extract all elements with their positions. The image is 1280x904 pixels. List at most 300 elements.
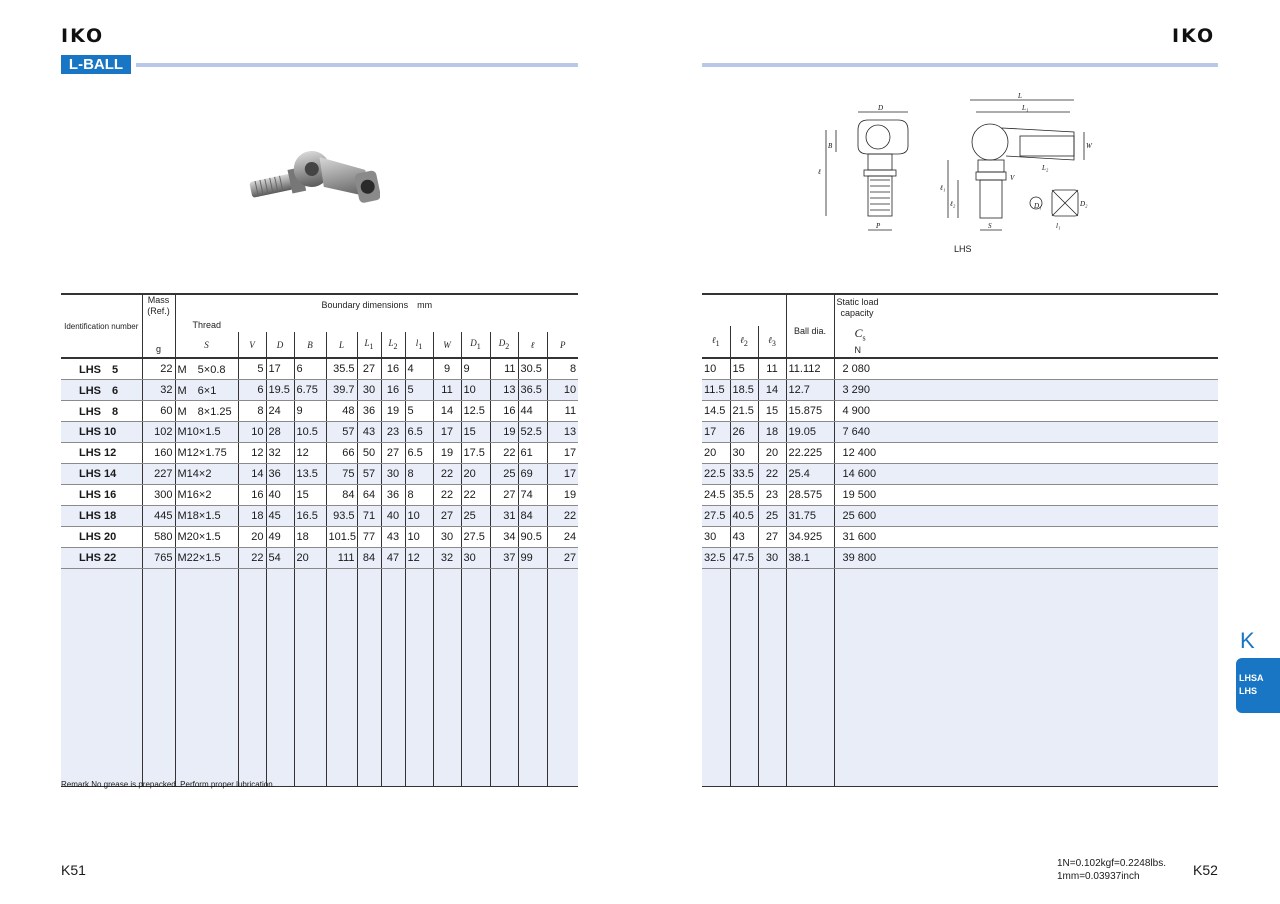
cell-ell1: 14.5 bbox=[702, 401, 730, 422]
table-row bbox=[702, 422, 1218, 443]
cell-v: 16 bbox=[238, 485, 266, 506]
cell-d: 49 bbox=[266, 527, 294, 548]
cell-p: 10 bbox=[547, 380, 578, 401]
cell-thread: M20×1.5 bbox=[175, 527, 238, 548]
cell-thread: M22×1.5 bbox=[175, 548, 238, 569]
cell-cs: 14 600 bbox=[834, 464, 1218, 485]
cell-d2: 13 bbox=[490, 380, 518, 401]
cell-l: 75 bbox=[326, 464, 357, 485]
cell-b: 18 bbox=[294, 527, 326, 548]
cell-l1: 5 bbox=[405, 380, 433, 401]
cell-ell3: 22 bbox=[758, 464, 786, 485]
cell-id: LHS 18 bbox=[61, 506, 142, 527]
cs-base: C bbox=[854, 326, 863, 340]
table-row bbox=[61, 485, 578, 506]
col-l2-base: L bbox=[388, 338, 394, 349]
cell-d: 36 bbox=[266, 464, 294, 485]
cell-cs: 4 900 bbox=[834, 401, 1218, 422]
col-p: P bbox=[547, 332, 578, 358]
cell-ball: 19.05 bbox=[786, 422, 834, 443]
cell-l1: 30 bbox=[357, 380, 381, 401]
cell-p: 8 bbox=[547, 358, 578, 380]
col-ell3-base: ℓ bbox=[768, 335, 772, 346]
cell-ell2: 40.5 bbox=[730, 506, 758, 527]
mass-ref-label: (Ref.) bbox=[147, 306, 170, 316]
cell-v: 22 bbox=[238, 548, 266, 569]
section-letter: K bbox=[1240, 628, 1255, 653]
cell-cs: 19 500 bbox=[834, 485, 1218, 506]
cell-l: 57 bbox=[326, 422, 357, 443]
cell-l1: 57 bbox=[357, 464, 381, 485]
cell-d: 19.5 bbox=[266, 380, 294, 401]
cell-d: 24 bbox=[266, 401, 294, 422]
cell-d: 32 bbox=[266, 443, 294, 464]
cell-v: 6 bbox=[238, 380, 266, 401]
conversion-force: 1N=0.102kgf=0.2248lbs. bbox=[1057, 858, 1166, 869]
cell-w: 22 bbox=[433, 485, 461, 506]
cell-id: LHS 5 bbox=[61, 358, 142, 380]
side-index-tab[interactable] bbox=[1236, 658, 1280, 713]
cell-thread: M12×1.75 bbox=[175, 443, 238, 464]
cell-l2: 23 bbox=[381, 422, 405, 443]
cell-p: 22 bbox=[547, 506, 578, 527]
cell-ball: 12.7 bbox=[786, 380, 834, 401]
cell-l: 111 bbox=[326, 548, 357, 569]
cell-w: 32 bbox=[433, 548, 461, 569]
col-l: L bbox=[326, 332, 357, 358]
cell-d2: 22 bbox=[490, 443, 518, 464]
table-row bbox=[702, 380, 1218, 401]
cell-thread: M 8×1.25 bbox=[175, 401, 238, 422]
cell-b: 16.5 bbox=[294, 506, 326, 527]
col-boundary: Boundary dimensions mm bbox=[175, 294, 578, 318]
cell-ell1: 10 bbox=[702, 358, 730, 380]
col-v: V bbox=[238, 332, 266, 358]
cell-l1: 10 bbox=[405, 527, 433, 548]
cell-d1: 22 bbox=[461, 485, 490, 506]
cell-l1: 4 bbox=[405, 358, 433, 380]
cell-l2: 19 bbox=[381, 401, 405, 422]
svg-text:B: B bbox=[828, 142, 833, 150]
cell-d2: 37 bbox=[490, 548, 518, 569]
svg-text:V: V bbox=[1010, 174, 1015, 182]
cell-cs: 12 400 bbox=[834, 443, 1218, 464]
col-ell2 bbox=[730, 326, 758, 358]
cell-d: 54 bbox=[266, 548, 294, 569]
cell-p: 11 bbox=[547, 401, 578, 422]
cell-l2: 43 bbox=[381, 527, 405, 548]
cell-l1: 6.5 bbox=[405, 422, 433, 443]
col-b: B bbox=[294, 332, 326, 358]
cell-v: 18 bbox=[238, 506, 266, 527]
page-number-right: K52 bbox=[1193, 862, 1218, 878]
cell-ell: 36.5 bbox=[518, 380, 547, 401]
svg-text:ℓ₁: ℓ₁ bbox=[940, 184, 946, 192]
cell-cs: 39 800 bbox=[834, 548, 1218, 569]
cell-ell1: 22.5 bbox=[702, 464, 730, 485]
cell-d1: 25 bbox=[461, 506, 490, 527]
cell-b: 13.5 bbox=[294, 464, 326, 485]
col-ell1-base: ℓ bbox=[711, 335, 716, 346]
col-small-l1-sub: 1 bbox=[418, 341, 423, 351]
cell-l1: 77 bbox=[357, 527, 381, 548]
cell-p: 17 bbox=[547, 443, 578, 464]
svg-text:L₁: L₁ bbox=[1022, 104, 1029, 112]
col-ell: ℓ bbox=[518, 332, 547, 358]
cell-ell1: 20 bbox=[702, 443, 730, 464]
svg-text:S: S bbox=[988, 222, 992, 230]
cell-ell2: 35.5 bbox=[730, 485, 758, 506]
svg-text:ℓ₂: ℓ₂ bbox=[950, 200, 956, 208]
cell-ell: 74 bbox=[518, 485, 547, 506]
col-small-l1-base: l bbox=[415, 338, 419, 349]
cell-l: 48 bbox=[326, 401, 357, 422]
cell-l1: 64 bbox=[357, 485, 381, 506]
mass-label: Mass bbox=[147, 295, 170, 305]
cell-v: 12 bbox=[238, 443, 266, 464]
cell-v: 20 bbox=[238, 527, 266, 548]
col-l2-sub: 2 bbox=[393, 341, 398, 351]
cell-thread: M10×1.5 bbox=[175, 422, 238, 443]
cell-p: 24 bbox=[547, 527, 578, 548]
cell-l2: 40 bbox=[381, 506, 405, 527]
unit-conversion bbox=[1057, 857, 1166, 883]
cell-ell2: 47.5 bbox=[730, 548, 758, 569]
cell-l1: 12 bbox=[405, 548, 433, 569]
cell-w: 17 bbox=[433, 422, 461, 443]
svg-text:l₁: l₁ bbox=[1056, 222, 1061, 230]
cell-v: 10 bbox=[238, 422, 266, 443]
col-d2-base: D bbox=[498, 338, 506, 349]
col-ell1 bbox=[702, 326, 730, 358]
svg-text:L₂: L₂ bbox=[1042, 164, 1049, 172]
svg-text:W: W bbox=[1086, 142, 1092, 150]
cell-mass: 160 bbox=[142, 443, 175, 464]
cell-ell1: 24.5 bbox=[702, 485, 730, 506]
table-row bbox=[61, 464, 578, 485]
cell-mass: 60 bbox=[142, 401, 175, 422]
cell-d: 45 bbox=[266, 506, 294, 527]
cell-mass: 445 bbox=[142, 506, 175, 527]
cell-d: 28 bbox=[266, 422, 294, 443]
cell-ell1: 32.5 bbox=[702, 548, 730, 569]
cell-b: 6 bbox=[294, 358, 326, 380]
col-ell3-sub: 3 bbox=[771, 338, 776, 348]
col-identification: Identification number bbox=[64, 321, 139, 331]
table-row bbox=[61, 527, 578, 548]
col-mass bbox=[142, 294, 175, 318]
table-row bbox=[61, 443, 578, 464]
cell-id: LHS 14 bbox=[61, 464, 142, 485]
cell-cs: 3 290 bbox=[834, 380, 1218, 401]
col-ell2-sub: 2 bbox=[743, 338, 748, 348]
cs-sub: s bbox=[862, 333, 866, 343]
cell-v: 8 bbox=[238, 401, 266, 422]
cell-d2: 16 bbox=[490, 401, 518, 422]
table-row bbox=[702, 464, 1218, 485]
thread-label: Thread bbox=[175, 318, 238, 332]
col-d1-base: D bbox=[470, 338, 477, 349]
table-row bbox=[702, 401, 1218, 422]
col-ell2-base: ℓ bbox=[740, 335, 744, 346]
col-d: D bbox=[266, 332, 294, 358]
table-row bbox=[702, 485, 1218, 506]
cell-ell2: 18.5 bbox=[730, 380, 758, 401]
cell-ball: 15.875 bbox=[786, 401, 834, 422]
cell-d2: 34 bbox=[490, 527, 518, 548]
table-row bbox=[702, 527, 1218, 548]
cell-d2: 19 bbox=[490, 422, 518, 443]
cell-l: 101.5 bbox=[326, 527, 357, 548]
table-row bbox=[61, 380, 578, 401]
cell-ell: 52.5 bbox=[518, 422, 547, 443]
cell-mass: 300 bbox=[142, 485, 175, 506]
table-row bbox=[702, 548, 1218, 569]
cell-l1: 10 bbox=[405, 506, 433, 527]
cell-l2: 16 bbox=[381, 358, 405, 380]
iko-logo-right: IKO bbox=[1172, 25, 1216, 47]
cs-unit: N bbox=[854, 345, 861, 356]
cell-thread: M18×1.5 bbox=[175, 506, 238, 527]
product-photo bbox=[248, 140, 380, 222]
cell-d: 17 bbox=[266, 358, 294, 380]
col-l2 bbox=[381, 332, 405, 358]
cell-l: 84 bbox=[326, 485, 357, 506]
col-d1 bbox=[461, 332, 490, 358]
cell-cs: 25 600 bbox=[834, 506, 1218, 527]
cell-d1: 15 bbox=[461, 422, 490, 443]
svg-text:ℓ: ℓ bbox=[818, 168, 821, 176]
col-ell3 bbox=[758, 326, 786, 358]
header-rule-left bbox=[136, 63, 578, 67]
col-static bbox=[834, 294, 1218, 326]
side-tab-item-lhs: LHS bbox=[1239, 686, 1257, 696]
cell-l1: 50 bbox=[357, 443, 381, 464]
cell-p: 13 bbox=[547, 422, 578, 443]
cell-w: 30 bbox=[433, 527, 461, 548]
col-l1-base: L bbox=[364, 338, 370, 349]
cell-p: 19 bbox=[547, 485, 578, 506]
cell-id: LHS 6 bbox=[61, 380, 142, 401]
table-row bbox=[61, 506, 578, 527]
cell-id: LHS 20 bbox=[61, 527, 142, 548]
cell-p: 27 bbox=[547, 548, 578, 569]
cell-d1: 17.5 bbox=[461, 443, 490, 464]
svg-text:D₁: D₁ bbox=[1034, 202, 1042, 210]
cell-ell2: 26 bbox=[730, 422, 758, 443]
col-l1 bbox=[357, 332, 381, 358]
cell-ell3: 18 bbox=[758, 422, 786, 443]
cell-ell1: 17 bbox=[702, 422, 730, 443]
cell-mass: 32 bbox=[142, 380, 175, 401]
cell-b: 12 bbox=[294, 443, 326, 464]
cell-thread: M14×2 bbox=[175, 464, 238, 485]
series-tag: L-BALL bbox=[61, 55, 131, 74]
cell-ell1: 11.5 bbox=[702, 380, 730, 401]
svg-text:L: L bbox=[1018, 92, 1022, 100]
cell-b: 15 bbox=[294, 485, 326, 506]
cell-l: 66 bbox=[326, 443, 357, 464]
col-ball-dia: Ball dia. bbox=[786, 326, 834, 358]
drawing-label: LHS bbox=[954, 244, 972, 254]
cell-d1: 30 bbox=[461, 548, 490, 569]
cell-cs: 7 640 bbox=[834, 422, 1218, 443]
dimensions-table bbox=[61, 293, 578, 787]
cell-d2: 11 bbox=[490, 358, 518, 380]
side-tab-item-lhsa: LHSA bbox=[1239, 673, 1264, 683]
table-row bbox=[61, 358, 578, 380]
cell-ball: 28.575 bbox=[786, 485, 834, 506]
cell-l1: 8 bbox=[405, 485, 433, 506]
col-d2 bbox=[490, 332, 518, 358]
col-ell1-sub: 1 bbox=[715, 338, 720, 348]
table-row bbox=[61, 548, 578, 569]
cell-mass: 22 bbox=[142, 358, 175, 380]
cell-p: 17 bbox=[547, 464, 578, 485]
cell-ell3: 30 bbox=[758, 548, 786, 569]
cell-d1: 10 bbox=[461, 380, 490, 401]
col-small-l1 bbox=[405, 332, 433, 358]
page-number-left: K51 bbox=[61, 862, 86, 878]
cell-v: 14 bbox=[238, 464, 266, 485]
cell-l2: 47 bbox=[381, 548, 405, 569]
cell-ball: 22.225 bbox=[786, 443, 834, 464]
cell-l1: 8 bbox=[405, 464, 433, 485]
cell-ell: 69 bbox=[518, 464, 547, 485]
cell-thread: M 5×0.8 bbox=[175, 358, 238, 380]
cell-ell: 61 bbox=[518, 443, 547, 464]
svg-text:D: D bbox=[878, 104, 884, 112]
cell-ell2: 21.5 bbox=[730, 401, 758, 422]
cell-mass: 227 bbox=[142, 464, 175, 485]
cell-l1: 84 bbox=[357, 548, 381, 569]
cell-b: 10.5 bbox=[294, 422, 326, 443]
cell-w: 22 bbox=[433, 464, 461, 485]
cell-l1: 71 bbox=[357, 506, 381, 527]
cell-l2: 30 bbox=[381, 464, 405, 485]
cell-d1: 12.5 bbox=[461, 401, 490, 422]
cell-ell3: 23 bbox=[758, 485, 786, 506]
cell-d: 40 bbox=[266, 485, 294, 506]
cell-d1: 9 bbox=[461, 358, 490, 380]
cell-ell: 90.5 bbox=[518, 527, 547, 548]
remark: Remark No grease is prepacked. Perform proper lubrication. bbox=[61, 780, 275, 789]
cell-ball: 31.75 bbox=[786, 506, 834, 527]
cell-l1: 36 bbox=[357, 401, 381, 422]
cell-w: 11 bbox=[433, 380, 461, 401]
cell-ball: 11.112 bbox=[786, 358, 834, 380]
cell-l1: 27 bbox=[357, 358, 381, 380]
cell-ell2: 30 bbox=[730, 443, 758, 464]
cell-l: 35.5 bbox=[326, 358, 357, 380]
header-rule-right bbox=[702, 63, 1218, 67]
table-row bbox=[702, 443, 1218, 464]
cell-mass: 102 bbox=[142, 422, 175, 443]
cell-w: 19 bbox=[433, 443, 461, 464]
cell-cs: 2 080 bbox=[834, 358, 1218, 380]
cell-ell3: 15 bbox=[758, 401, 786, 422]
cell-b: 6.75 bbox=[294, 380, 326, 401]
cell-ell3: 14 bbox=[758, 380, 786, 401]
cell-ell: 99 bbox=[518, 548, 547, 569]
cell-ell2: 33.5 bbox=[730, 464, 758, 485]
table-row bbox=[61, 401, 578, 422]
cell-ell1: 30 bbox=[702, 527, 730, 548]
col-cs bbox=[834, 326, 1218, 358]
mass-unit: g bbox=[142, 332, 175, 358]
cell-d2: 31 bbox=[490, 506, 518, 527]
col-d1-sub: 1 bbox=[476, 341, 481, 351]
cs-symbol bbox=[854, 326, 866, 343]
svg-text:P: P bbox=[876, 222, 881, 230]
table-row bbox=[702, 506, 1218, 527]
load-table bbox=[702, 293, 1218, 787]
cell-l2: 27 bbox=[381, 443, 405, 464]
cell-l2: 16 bbox=[381, 380, 405, 401]
cell-w: 14 bbox=[433, 401, 461, 422]
cell-ell: 30.5 bbox=[518, 358, 547, 380]
cell-id: LHS 22 bbox=[61, 548, 142, 569]
cell-b: 20 bbox=[294, 548, 326, 569]
static-label-2: capacity bbox=[840, 308, 874, 318]
cell-mass: 765 bbox=[142, 548, 175, 569]
cell-l2: 36 bbox=[381, 485, 405, 506]
cell-ell3: 27 bbox=[758, 527, 786, 548]
cell-d1: 20 bbox=[461, 464, 490, 485]
technical-drawing bbox=[812, 90, 1102, 238]
cell-ell2: 15 bbox=[730, 358, 758, 380]
cell-l: 39.7 bbox=[326, 380, 357, 401]
col-s: S bbox=[175, 332, 238, 358]
cell-d1: 27.5 bbox=[461, 527, 490, 548]
cell-d2: 27 bbox=[490, 485, 518, 506]
cell-ell: 84 bbox=[518, 506, 547, 527]
cell-d2: 25 bbox=[490, 464, 518, 485]
cell-thread: M16×2 bbox=[175, 485, 238, 506]
cell-l1: 5 bbox=[405, 401, 433, 422]
cell-l1: 43 bbox=[357, 422, 381, 443]
col-l1-sub: 1 bbox=[369, 341, 374, 351]
cell-ball: 38.1 bbox=[786, 548, 834, 569]
cell-v: 5 bbox=[238, 358, 266, 380]
conversion-length: 1mm=0.03937inch bbox=[1057, 871, 1140, 882]
svg-text:D₂: D₂ bbox=[1080, 200, 1088, 208]
table-row bbox=[61, 422, 578, 443]
cell-ell1: 27.5 bbox=[702, 506, 730, 527]
cell-ell2: 43 bbox=[730, 527, 758, 548]
cell-b: 9 bbox=[294, 401, 326, 422]
cell-w: 9 bbox=[433, 358, 461, 380]
cell-cs: 31 600 bbox=[834, 527, 1218, 548]
cell-ball: 25.4 bbox=[786, 464, 834, 485]
cell-id: LHS 12 bbox=[61, 443, 142, 464]
cell-ell: 44 bbox=[518, 401, 547, 422]
static-label-1: Static load bbox=[836, 297, 879, 307]
cell-id: LHS 10 bbox=[61, 422, 142, 443]
cell-ball: 34.925 bbox=[786, 527, 834, 548]
cell-thread: M 6×1 bbox=[175, 380, 238, 401]
col-d2-sub: 2 bbox=[505, 341, 510, 351]
cell-ell3: 20 bbox=[758, 443, 786, 464]
cell-ell3: 11 bbox=[758, 358, 786, 380]
cell-w: 27 bbox=[433, 506, 461, 527]
cell-mass: 580 bbox=[142, 527, 175, 548]
cell-id: LHS 8 bbox=[61, 401, 142, 422]
cell-l: 93.5 bbox=[326, 506, 357, 527]
cell-l1: 6.5 bbox=[405, 443, 433, 464]
col-w: W bbox=[433, 332, 461, 358]
table-row bbox=[702, 358, 1218, 380]
